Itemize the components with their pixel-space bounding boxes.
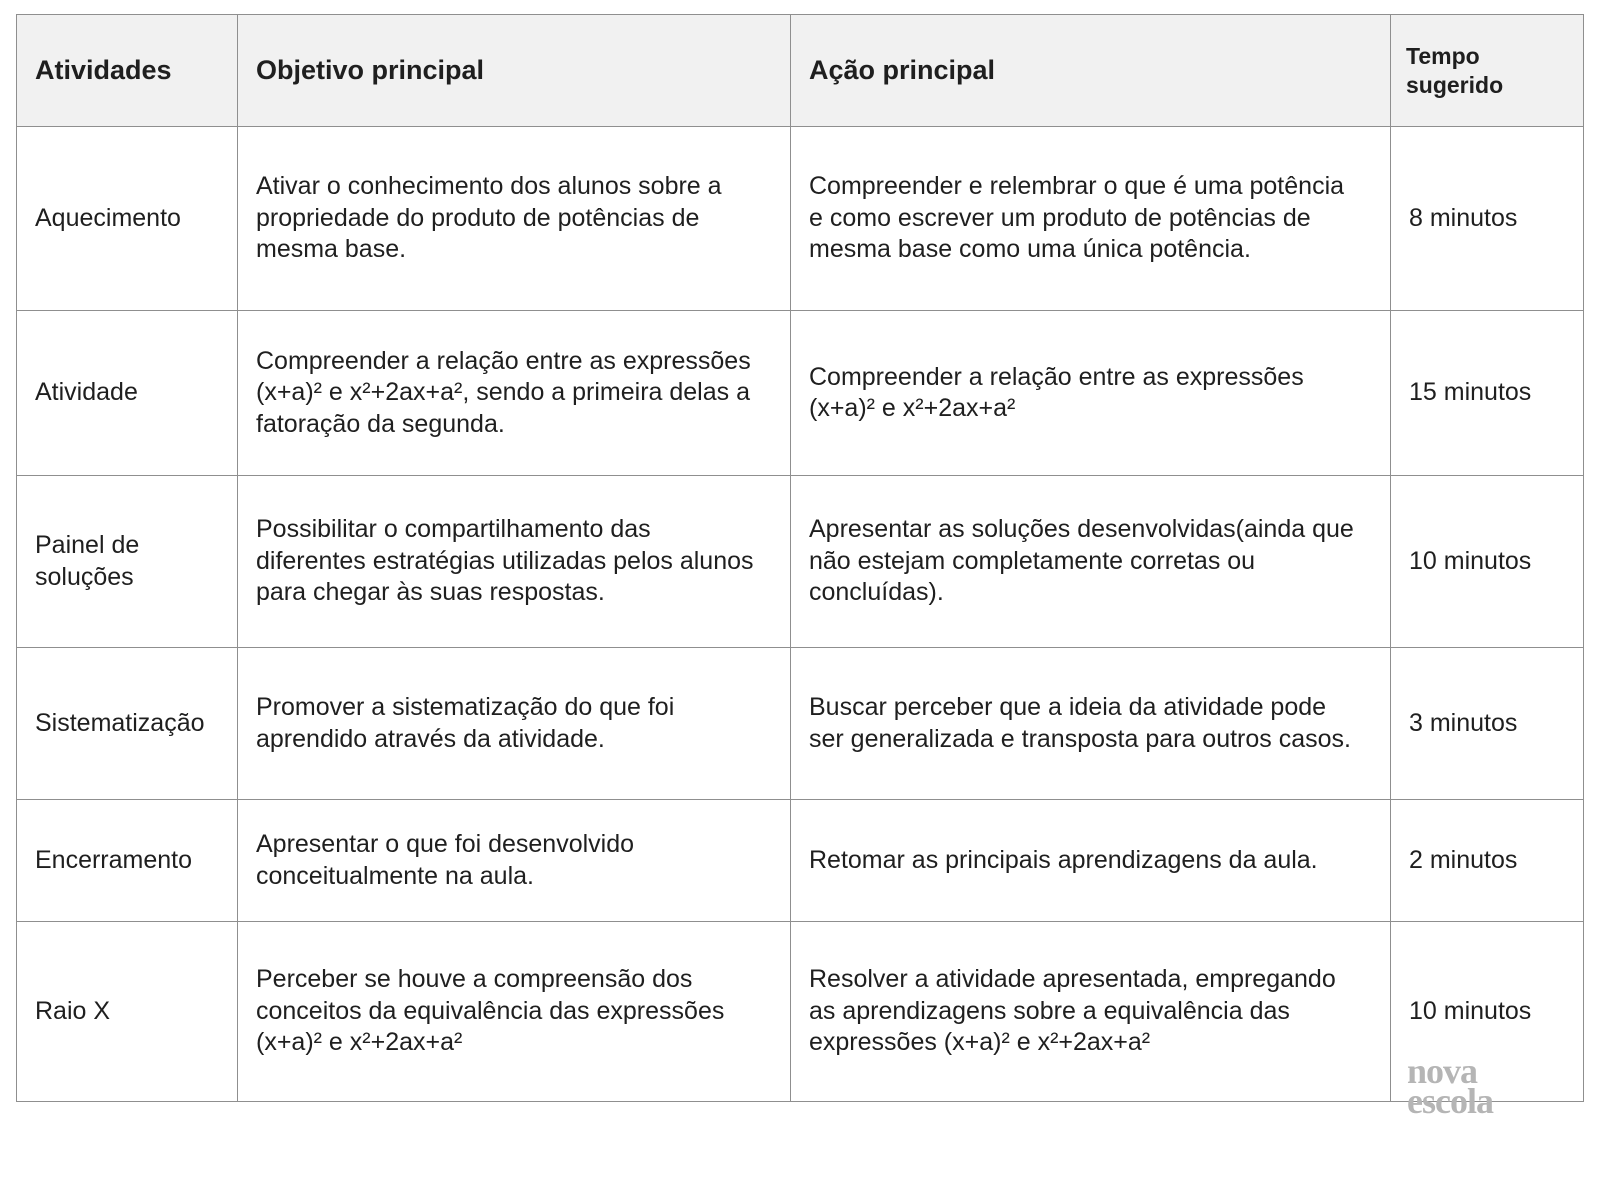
cell-objetivo: Compreender a relação entre as expressões (x+a)² e x²+2ax+a², sendo a primeira delas a fatoração da segunda.	[238, 311, 791, 476]
cell-tempo: 2 minutos	[1391, 800, 1584, 922]
cell-objetivo: Perceber se houve a compreensão dos conceitos da equivalência das expressões (x+a)² e x²+2ax+a²	[238, 922, 791, 1102]
cell-tempo: 10 minutos	[1391, 922, 1584, 1102]
column-header-atividades: Atividades	[17, 15, 238, 127]
cell-atividade: Sistematização	[17, 648, 238, 800]
table-row-raio-x	[17, 922, 1584, 1102]
cell-acao: Compreender a relação entre as expressões (x+a)² e x²+2ax+a²	[791, 311, 1391, 476]
lesson-plan-table	[16, 14, 1584, 1102]
cell-tempo: 8 minutos	[1391, 127, 1584, 311]
table-row-encerramento	[17, 800, 1584, 922]
cell-acao: Compreender e relembrar o que é uma potência e como escrever um produto de potências de mesma base como uma única potência.	[791, 127, 1391, 311]
table-header-row	[17, 15, 1584, 127]
table-row-aquecimento	[17, 127, 1584, 311]
cell-objetivo: Ativar o conhecimento dos alunos sobre a propriedade do produto de potências de mesma base.	[238, 127, 791, 311]
cell-tempo: 15 minutos	[1391, 311, 1584, 476]
nova-escola-logo	[1407, 1051, 1493, 1121]
column-header-acao-principal: Ação principal	[791, 15, 1391, 127]
cell-objetivo: Promover a sistematização do que foi aprendido através da atividade.	[238, 648, 791, 800]
cell-acao: Buscar perceber que a ideia da atividade pode ser generalizada e transposta para outros casos.	[791, 648, 1391, 800]
cell-atividade: Atividade	[17, 311, 238, 476]
cell-tempo: 10 minutos	[1391, 476, 1584, 648]
cell-acao: Retomar as principais aprendizagens da aula.	[791, 800, 1391, 922]
table-row-sistematizacao	[17, 648, 1584, 800]
cell-tempo: 3 minutos	[1391, 648, 1584, 800]
column-header-tempo-sugerido: Tempo sugerido	[1391, 15, 1584, 127]
table-row-atividade	[17, 311, 1584, 476]
cell-atividade: Aquecimento	[17, 127, 238, 311]
column-header-objetivo-principal: Objetivo principal	[238, 15, 791, 127]
cell-acao: Apresentar as soluções desenvolvidas(ainda que não estejam completamente corretas ou concluídas).	[791, 476, 1391, 648]
cell-objetivo: Possibilitar o compartilhamento das diferentes estratégias utilizadas pelos alunos para chegar às suas respostas.	[238, 476, 791, 648]
cell-atividade: Encerramento	[17, 800, 238, 922]
table-row-painel-de-solucoes	[17, 476, 1584, 648]
cell-acao: Resolver a atividade apresentada, empregando as aprendizagens sobre a equivalência das expressões (x+a)² e x²+2ax+a²	[791, 922, 1391, 1102]
cell-atividade: Raio X	[17, 922, 238, 1102]
cell-objetivo: Apresentar o que foi desenvolvido conceitualmente na aula.	[238, 800, 791, 922]
nova-escola-logo-line1: nova	[1407, 1051, 1478, 1091]
cell-atividade: Painel de soluções	[17, 476, 238, 648]
nova-escola-logo-line2: escola	[1407, 1081, 1493, 1121]
